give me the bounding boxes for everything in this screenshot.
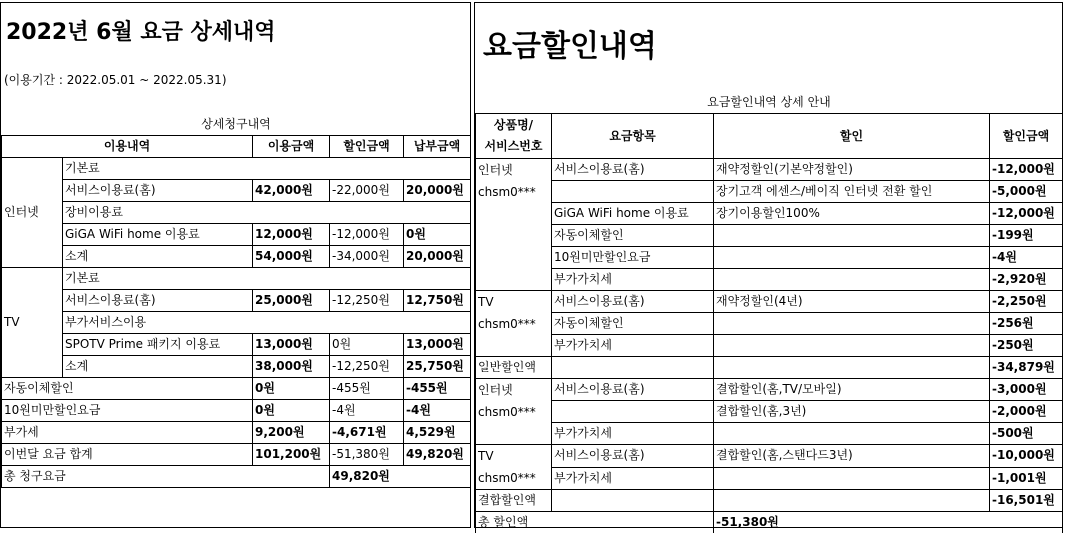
- product-cell: 인터넷 chsm0***: [476, 379, 552, 445]
- table-row: 부가세 9,200원 -4,671원 4,529원: [2, 422, 471, 444]
- table-row: 10원미만할인요금 0원 -4원 -4원: [2, 400, 471, 422]
- grand-total-label: 총 청구요금: [2, 466, 330, 488]
- table-row: TV chsm0*** 서비스이용료(홈) 재약정할인(4년) -2,250원: [476, 291, 1063, 313]
- col-discount: 할인: [714, 114, 990, 159]
- table-row: 인터넷 chsm0*** 서비스이용료(홈) 결합할인(홈,TV/모바일) -3,000원: [476, 379, 1063, 401]
- col-product: 상품명/ 서비스번호: [476, 114, 552, 159]
- table-row: 서비스이용료(홈) 42,000원 -22,000원 20,000원: [2, 180, 471, 202]
- total-discount-label: 총 할인액: [476, 512, 714, 533]
- discount-detail-panel: [474, 2, 1063, 528]
- table-row: [2, 312, 471, 334]
- general-discount-amount: -34,879원: [990, 357, 1063, 379]
- table-row: 결합할인(홈,3년) -2,000원: [476, 401, 1063, 423]
- bill-title: 2022년 6월 요금 상세내역: [6, 15, 276, 46]
- general-discount-row: [476, 357, 1063, 379]
- table-row: 10원미만할인요금 -4원: [476, 247, 1063, 269]
- row-label: SPOTV Prime 패키지 이용료: [63, 334, 253, 356]
- row-label: 이번달 요금 합계: [2, 444, 253, 466]
- discount-caption: 요금할인내역 상세 안내: [475, 93, 1063, 110]
- table-row: 자동이체할인 -199원: [476, 225, 1063, 247]
- table-row: 소계 54,000원 -34,000원 20,000원: [2, 246, 471, 268]
- table-row: 장기고객 에센스/베이직 인터넷 전환 할인 -5,000원: [476, 181, 1063, 203]
- tv-basic-fee: 기본료: [63, 268, 471, 290]
- product-cell: TV chsm0***: [476, 291, 552, 357]
- discount-detail-table: [475, 113, 1063, 533]
- row-label: 소계: [63, 246, 253, 268]
- tv-addon-fee: 부가서비스이용: [63, 312, 471, 334]
- row-label: 부가세: [2, 422, 253, 444]
- bill-caption: 상세청구내역: [1, 115, 471, 132]
- table-row: 부가가치세 -1,001원: [476, 467, 1063, 490]
- row-label: 10원미만할인요금: [2, 400, 253, 422]
- col-pay-amount: 납부금액: [404, 136, 471, 158]
- table-row: 서비스이용료(홈) 25,000원 -12,250원 12,750원: [2, 290, 471, 312]
- bundle-discount-row: [476, 490, 1063, 512]
- col-use-amount: 이용금액: [253, 136, 330, 158]
- table-row: 부가가치세 -500원: [476, 423, 1063, 445]
- table-row: [2, 268, 471, 290]
- bundle-discount-label: 결합할인액: [476, 490, 552, 512]
- table-row: 인터넷 chsm0*** 서비스이용료(홈) 재약정할인(기본약정할인) -12,000원: [476, 159, 1063, 181]
- row-label: 자동이체할인: [2, 378, 253, 400]
- table-row: GiGA WiFi home 이용료 장기이용할인100% -12,000원: [476, 203, 1063, 225]
- table-row: 소계 38,000원 -12,250원 25,750원: [2, 356, 471, 378]
- table-header: [476, 114, 1063, 159]
- table-row: 부가가치세 -250원: [476, 335, 1063, 357]
- bill-detail-panel: [0, 2, 471, 528]
- row-label: 서비스이용료(홈): [63, 290, 253, 312]
- general-discount-label: 일반할인액: [476, 357, 552, 379]
- discount-title: 요금할인내역: [483, 21, 657, 65]
- internet-basic-fee: 기본료: [63, 158, 471, 180]
- bundle-discount-amount: -16,501원: [990, 490, 1063, 512]
- tv-group-label: TV: [2, 268, 63, 378]
- table-row: [2, 158, 471, 180]
- grand-total-row: [2, 466, 471, 488]
- internet-equipment-fee: 장비이용료: [63, 202, 471, 224]
- table-row: GiGA WiFi home 이용료 12,000원 -12,000원 0원: [2, 224, 471, 246]
- product-cell: TV chsm0***: [476, 445, 552, 490]
- table-row: 이번달 요금 합계 101,200원 -51,380원 49,820원: [2, 444, 471, 466]
- row-label: 소계: [63, 356, 253, 378]
- bill-detail-table: [1, 135, 471, 488]
- col-usage: 이용내역: [2, 136, 253, 158]
- table-row: SPOTV Prime 패키지 이용료 13,000원 0원 13,000원: [2, 334, 471, 356]
- usage-period: (이용기간 : 2022.05.01 ~ 2022.05.31): [4, 71, 227, 88]
- total-discount-amount: -51,380원: [714, 512, 1063, 533]
- col-item: 요금항목: [552, 114, 714, 159]
- table-row: 자동이체할인 -256원: [476, 313, 1063, 335]
- table-row: 부가가치세 -2,920원: [476, 269, 1063, 291]
- table-row: 자동이체할인 0원 -455원 -455원: [2, 378, 471, 400]
- table-header: [2, 136, 471, 158]
- row-label: 서비스이용료(홈): [63, 180, 253, 202]
- table-row: [2, 202, 471, 224]
- grand-total-value: 49,820원: [330, 466, 471, 488]
- row-label: GiGA WiFi home 이용료: [63, 224, 253, 246]
- col-amount: 할인금액: [990, 114, 1063, 159]
- table-row: TV chsm0*** 서비스이용료(홈) 결합할인(홈,스탠다드3년) -10,000원: [476, 445, 1063, 468]
- col-discount-amount: 할인금액: [330, 136, 404, 158]
- internet-group-label: 인터넷: [2, 158, 63, 268]
- product-cell: 인터넷 chsm0***: [476, 159, 552, 291]
